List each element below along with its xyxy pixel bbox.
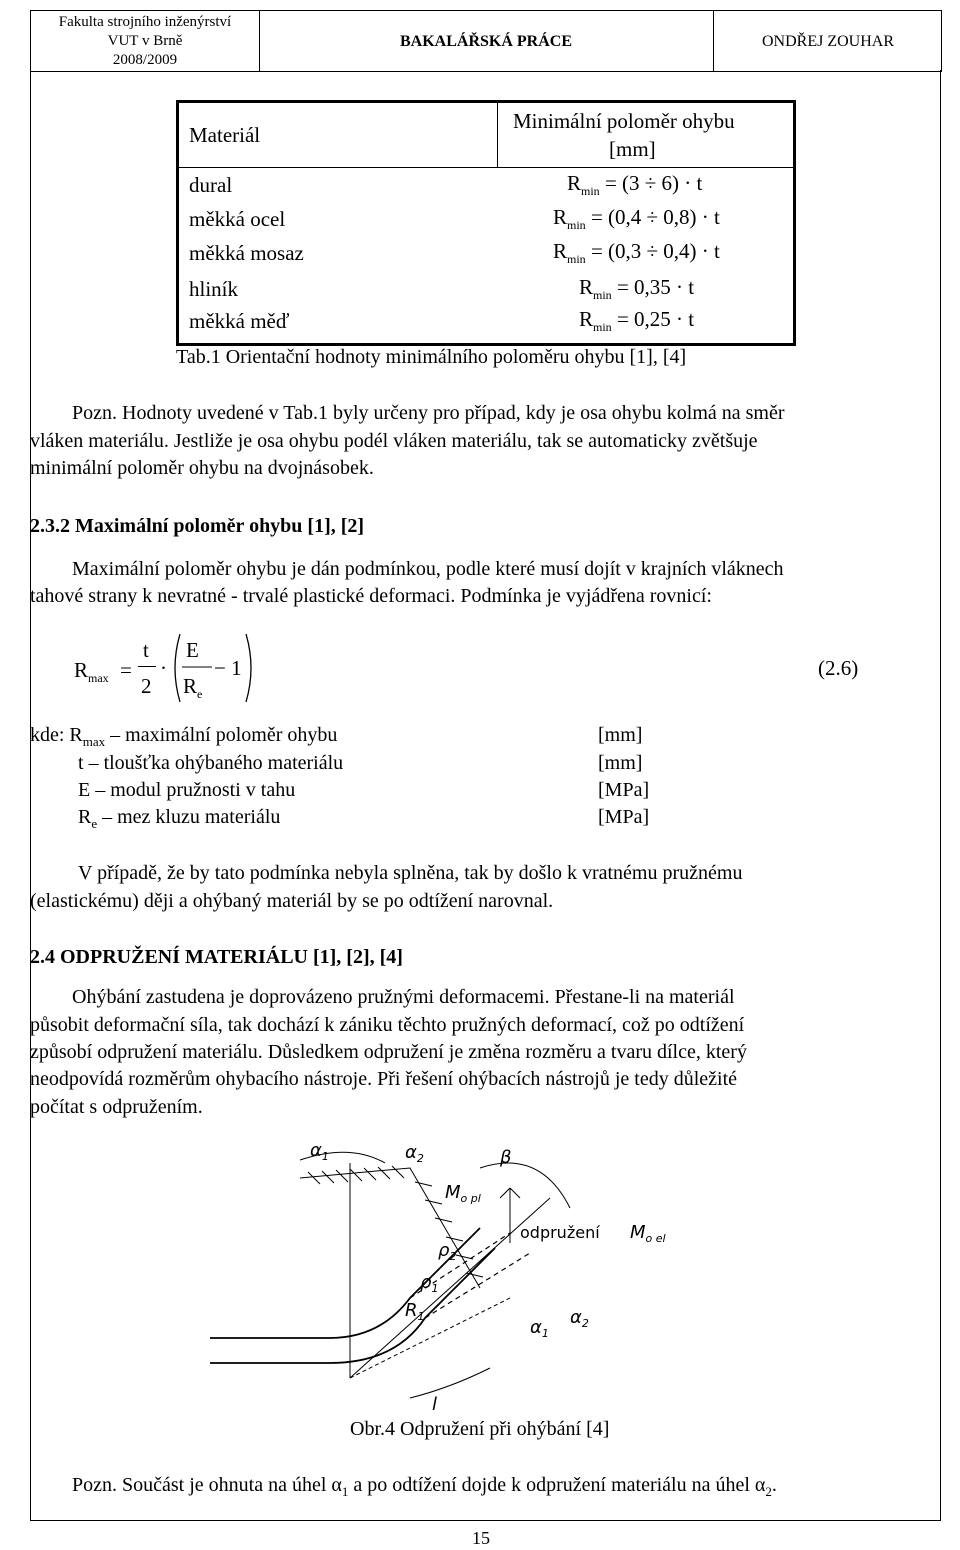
- legend-desc: – mez kluzu materiálu: [97, 806, 281, 828]
- label-l: l: [432, 1394, 438, 1415]
- formula-R: R: [553, 205, 568, 229]
- header-faculty: Fakulta strojního inženýrství: [58, 13, 232, 30]
- table-row-formula: [553, 205, 720, 233]
- label-alpha2: $\alpha_2$: [405, 1142, 424, 1165]
- label-odpruzeni: odpružení: [520, 1223, 600, 1242]
- para-spring-line2: (elastickému) ději a ohýbaný materiál by se po odtížení narovnal.: [30, 890, 554, 912]
- formula-expr: = (0,4 ÷ 0,8) · t: [590, 205, 720, 229]
- formula-sub: min: [567, 252, 586, 267]
- legend-symbol: R: [78, 806, 92, 828]
- label-M-el: $M_{o el}$: [630, 1222, 666, 1245]
- eq-two: 2: [141, 674, 152, 698]
- table-row-material: dural: [189, 173, 233, 197]
- figure-labels: [310, 1140, 666, 1415]
- frame-right: [940, 70, 941, 1520]
- note1-line1: Pozn. Hodnoty uvedené v Tab.1 byly určeny pro případ, kdy je osa ohybu kolmá na směr: [72, 402, 785, 424]
- label-alpha1: $\alpha_1$: [310, 1140, 329, 1163]
- legend-item: [78, 806, 280, 832]
- eq-minus-one: − 1: [214, 656, 242, 680]
- section-232-p1: Maximální poloměr ohybu je dán podmínkou, podle které musí dojít v krajních vláknech: [72, 558, 784, 580]
- eq-Re-R: R: [183, 674, 198, 698]
- label-rho2: $\rho_2$: [438, 1240, 457, 1263]
- section-24-line3: způsobí odpružení materiálu. Důsledkem odpružení je změna rozměru a tvaru dílce, který: [30, 1041, 747, 1063]
- eq-E: E: [186, 638, 199, 662]
- formula-expr: = (3 ÷ 6) · t: [604, 171, 703, 195]
- eq-frac-bar-1: [138, 666, 156, 667]
- table-row-material: měkká měď: [189, 309, 290, 333]
- table-header-rule: [179, 167, 793, 168]
- eq-number: (2.6): [818, 656, 859, 680]
- min-radius-table: [176, 100, 796, 346]
- eq-equals: =: [120, 658, 132, 682]
- springback-figure: [210, 1138, 750, 1418]
- frame-left: [30, 70, 31, 1520]
- formula-R: R: [579, 307, 594, 331]
- legend-unit: [mm]: [598, 752, 643, 774]
- table-row-formula: [579, 307, 694, 335]
- table-head-radius-2: [mm]: [609, 137, 656, 161]
- page-header: [30, 10, 942, 72]
- para-spring-line1: V případě, že by tato podmínka nebyla splněna, tak by došlo k vratnému pružnému: [78, 862, 743, 884]
- legend-symbol: t: [78, 752, 84, 774]
- label-R1: $R_1$: [405, 1300, 425, 1323]
- formula-sub: min: [593, 320, 612, 335]
- section-24-line1: Ohýbání zastudena je doprovázeno pružnými deformacemi. Přestane-li na materiál: [72, 986, 735, 1008]
- table-row-material: hliník: [189, 277, 239, 301]
- legend-item: [78, 752, 343, 775]
- formula-sub: min: [593, 288, 612, 303]
- section-232-p2: tahové strany k nevratné - trvalé plastické deformaci. Podmínka je vyjádřena rovnicí:: [30, 585, 712, 607]
- formula-expr: = (0,3 ÷ 0,4) · t: [590, 239, 720, 263]
- note2-sub1: 1: [341, 1484, 349, 1499]
- legend-item: [30, 724, 337, 750]
- header-year: 2008/2009: [112, 51, 178, 68]
- eq-Re-sub: e: [197, 687, 203, 702]
- frame-bottom: [30, 1520, 941, 1521]
- note2-mid: a po odtížení dojde k odpružení materiálu na úhel α: [348, 1474, 766, 1496]
- page-number: 15: [472, 1528, 490, 1548]
- section-24-line4: neodpovídá rozměrům ohybacího nástroje. Při řešení ohýbacích nástrojů je tedy důležité: [30, 1068, 738, 1090]
- formula-expr: = 0,25 · t: [616, 307, 695, 331]
- legend-unit: [MPa]: [598, 779, 650, 801]
- legend-desc: – tloušťka ohýbaného materiálu: [83, 752, 344, 774]
- label-M-pl: $M_{o pl}$: [445, 1182, 481, 1205]
- legend-item: [78, 779, 295, 802]
- eq-lhs: [74, 658, 109, 686]
- legend-sub: e: [91, 816, 98, 831]
- figure-caption: Obr.4 Odpružení při ohýbání [4]: [350, 1418, 610, 1440]
- table-row-formula: [567, 171, 702, 199]
- eq-R: R: [74, 658, 89, 682]
- table-row-formula: [579, 275, 694, 303]
- legend-unit: [mm]: [598, 724, 643, 746]
- label-rho1: $\rho_1$: [420, 1272, 439, 1295]
- eq-t: t: [143, 638, 149, 662]
- section-232-title: 2.3.2 Maximální poloměr ohybu [1], [2]: [30, 515, 365, 537]
- note1-line3: minimální poloměr ohybu na dvojnásobek.: [30, 457, 374, 479]
- table-row-formula: [553, 239, 720, 267]
- legend-desc: – modul pružnosti v tahu: [90, 779, 296, 801]
- table-caption: Tab.1 Orientační hodnoty minimálního poloměru ohybu [1], [4]: [176, 346, 687, 368]
- eq-Re: [183, 674, 202, 702]
- legend-symbol: E: [78, 779, 91, 801]
- legend-unit: [MPa]: [598, 806, 650, 828]
- label-a1: $\alpha_1$: [530, 1317, 549, 1340]
- table-row-material: měkká mosaz: [189, 241, 304, 265]
- header-author: ONDŘEJ ZOUHAR: [713, 11, 942, 71]
- note1-line2: vláken materiálu. Jestliže je osa ohybu podél vláken materiálu, tak se automaticky zvětšuje: [30, 430, 758, 452]
- bent-strip: [210, 1228, 495, 1363]
- section-24-line2: působit deformační síla, tak dochází k zániku těchto pružných deformací, což po odtížení: [30, 1014, 745, 1036]
- note2: [72, 1474, 777, 1500]
- formula-sub: min: [581, 184, 600, 199]
- eq-sub-max: max: [88, 671, 109, 686]
- note2-sub2: 2: [765, 1484, 772, 1499]
- legend-desc: – maximální poloměr ohybu: [105, 724, 338, 746]
- header-faculty-cell: [31, 11, 260, 71]
- legend-sub: max: [82, 734, 106, 749]
- note2-pre: Pozn. Součást je ohnuta na úhel α: [72, 1474, 342, 1496]
- header-university: VUT v Brně: [107, 32, 183, 49]
- formula-expr: = 0,35 · t: [616, 275, 695, 299]
- table-header-divider: [497, 103, 498, 167]
- label-a2: $\alpha_2$: [570, 1307, 589, 1330]
- construction-lines: [300, 1152, 570, 1398]
- formula-R: R: [567, 171, 582, 195]
- table-head-radius-1: Minimální poloměr ohybu: [513, 109, 735, 133]
- table-row-material: měkká ocel: [189, 207, 286, 231]
- eq-dot: ·: [160, 656, 167, 680]
- eq-parens: [168, 632, 258, 704]
- label-beta: β: [500, 1147, 512, 1168]
- header-doc-type: BAKALÁŘSKÁ PRÁCE: [399, 32, 572, 50]
- section-24-line5: počítat s odpružením.: [30, 1096, 203, 1118]
- section-24-title: 2.4 ODPRUŽENÍ MATERIÁLU [1], [2], [4]: [30, 946, 403, 968]
- formula-sub: min: [567, 218, 586, 233]
- note2-post: .: [771, 1474, 777, 1496]
- table-head-material: Materiál: [189, 123, 261, 147]
- formula-R: R: [579, 275, 594, 299]
- formula-R: R: [553, 239, 568, 263]
- legend-symbol: kde: R: [30, 724, 83, 746]
